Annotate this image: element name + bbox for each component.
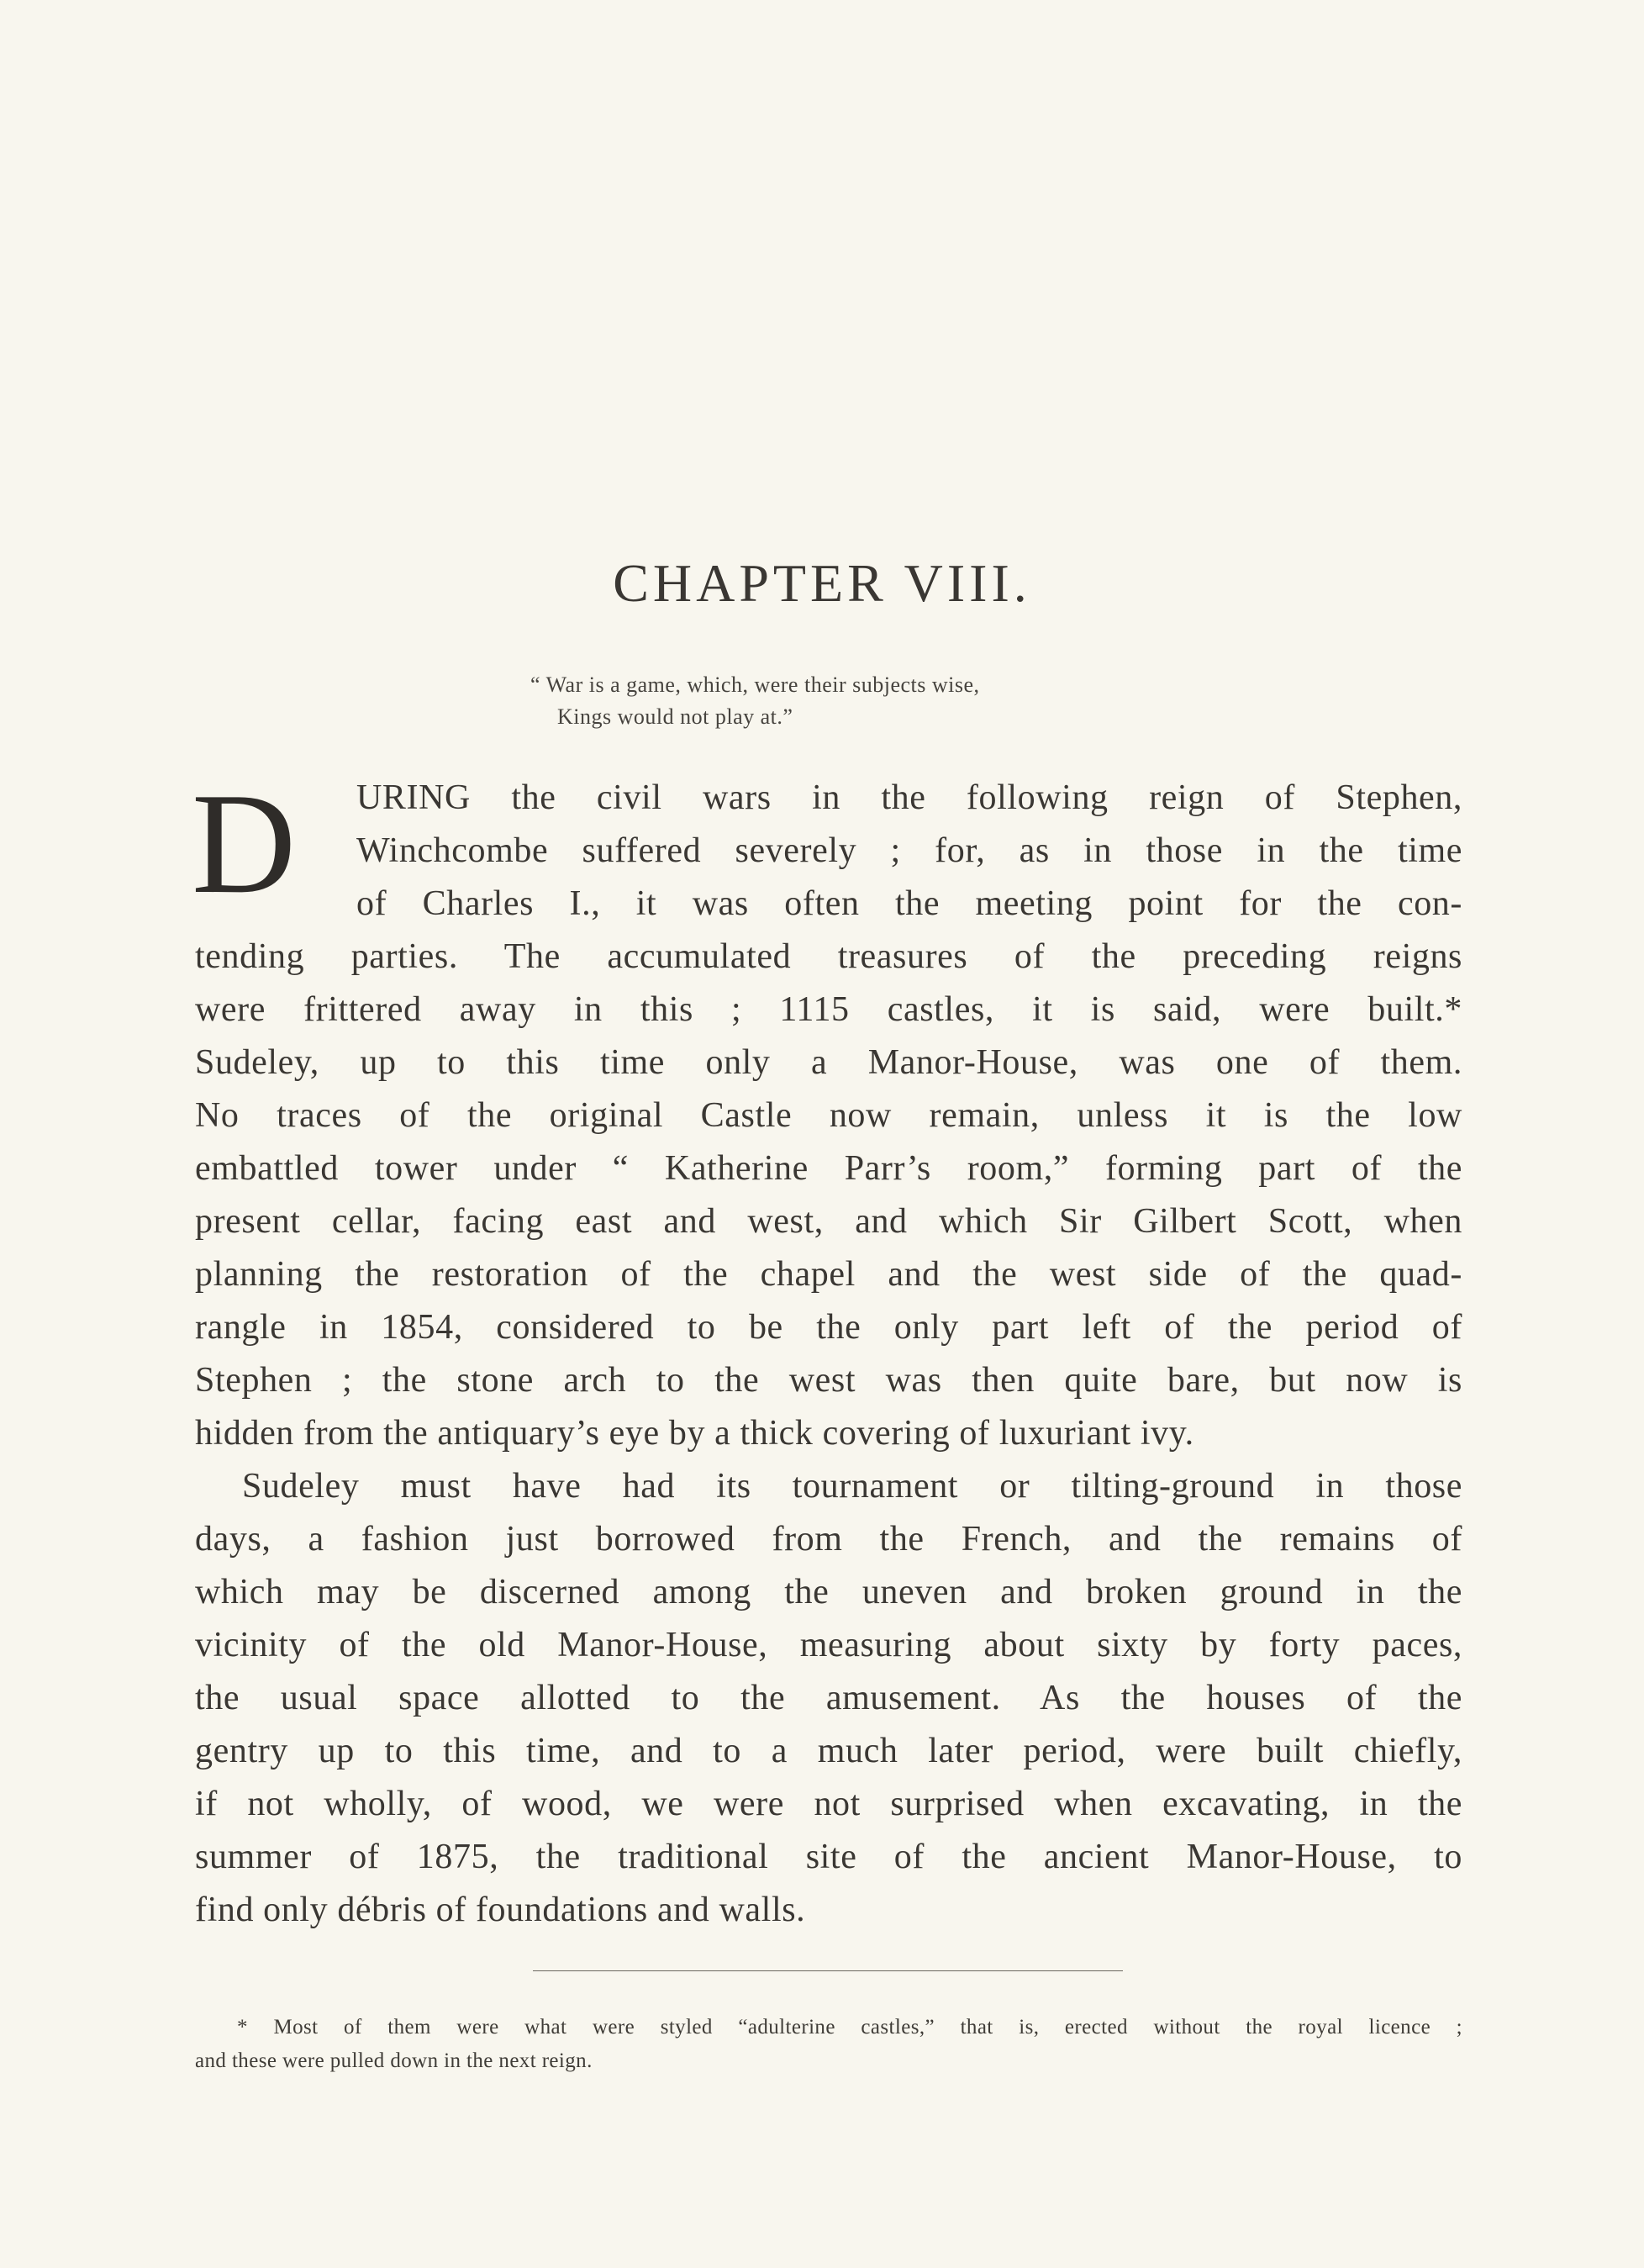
text-line: summer of 1875, the traditional site of the ancient Manor-House, to [195,1838,1462,1876]
text-line: Stephen ; the stone arch to the west was then quite bare, but now is [195,1361,1462,1400]
text-line: vicinity of the old Manor-House, measuring about sixty by forty paces, [195,1626,1462,1664]
text-line: tending parties. The accumulated treasures of the preceding reigns [195,937,1462,976]
chapter-body [192,764,1462,1937]
text-line: the usual space allotted to the amusement. As the houses of the [195,1679,1462,1717]
paragraph-1 [195,931,1462,1460]
text-line: were frittered away in this ; 1115 castles, it is said, were built.* [195,990,1462,1029]
opening-paragraph-start [192,764,1462,931]
text-line: planning the restoration of the chapel and the west side of the quad- [195,1255,1462,1294]
epigraph-line: Kings would not play at.” [557,704,793,729]
paragraph-2 [195,1460,1462,1937]
footnote-line: and these were pulled down in the next reign. [195,2049,593,2072]
footnote [195,2011,1462,2078]
text-line: days, a fashion just borrowed from the French, and the remains of [195,1520,1462,1559]
footnote-line: * Most of them were what were styled “adulterine castles,” that is, erected without the royal licence ; [237,2016,1462,2039]
epigraph [530,669,980,733]
text-line: which may be discerned among the uneven and broken ground in the [195,1573,1462,1611]
text-line: Winchcombe suffered severely ; for, as in those in the time [356,831,1462,870]
text-line: No traces of the original Castle now remain, unless it is the low [195,1096,1462,1135]
text-line: Sudeley, up to this time only a Manor-House, was one of them. [195,1043,1462,1082]
drop-cap: D [192,764,297,924]
text-line: gentry up to this time, and to a much later period, were built chiefly, [195,1732,1462,1770]
footnote-divider [533,1970,1123,1971]
text-line: URING the civil wars in the following reign of Stephen, [356,778,1462,817]
text-line: embattled tower under “ Katherine Parr’s room,” forming part of the [195,1149,1462,1188]
epigraph-line: “ War is a game, which, were their subjects wise, [530,672,980,697]
text-line: hidden from the antiquary’s eye by a thick covering of luxuriant ivy. [195,1414,1194,1453]
text-line: rangle in 1854, considered to be the only part left of the period of [195,1308,1462,1347]
text-line: find only débris of foundations and walls. [195,1891,806,1929]
text-line: of Charles I., it was often the meeting point for the con- [356,884,1462,923]
drop-cap-lines [356,772,1462,931]
chapter-title: CHAPTER VIII. [613,553,1031,613]
text-line: if not wholly, of wood, we were not surprised when excavating, in the [195,1785,1462,1823]
text-line: Sudeley must have had its tournament or tilting-ground in those [242,1467,1462,1506]
text-line: present cellar, facing east and west, and which Sir Gilbert Scott, when [195,1202,1462,1241]
